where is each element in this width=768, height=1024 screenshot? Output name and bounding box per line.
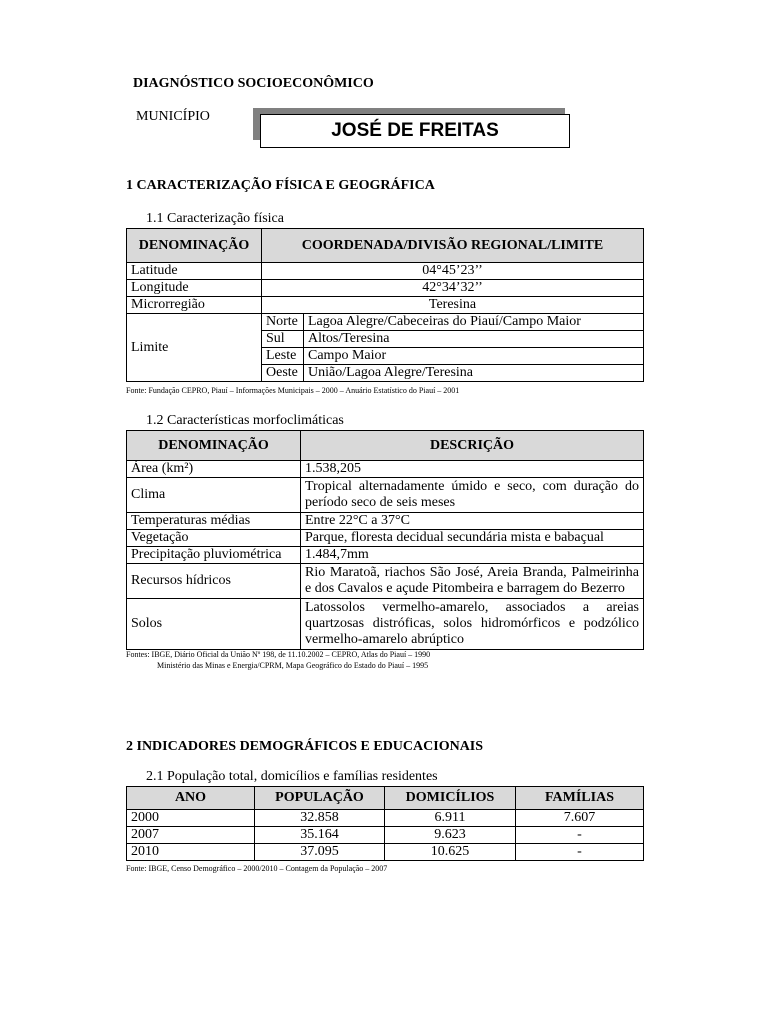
row-label: Área (km²) — [127, 461, 301, 478]
cell-domicilios: 6.911 — [385, 810, 516, 827]
cell-ano: 2010 — [127, 844, 255, 861]
cell-populacao: 37.095 — [255, 844, 385, 861]
subsection-2-1-title: 2.1 População total, domicílios e famílias residentes — [146, 769, 438, 784]
limite-value: União/Lagoa Alegre/Teresina — [304, 365, 644, 382]
table-row — [127, 280, 644, 297]
row-label: Microrregião — [127, 297, 262, 314]
table-row — [127, 513, 644, 530]
row-value: 04°45’23’’ — [262, 263, 644, 280]
source-note: Fontes: IBGE, Diário Oficial da União Nº 198, de 11.10.2002 – CEPRO, Atlas do Piauí – 1990 — [126, 650, 431, 659]
limite-direction: Norte — [262, 314, 304, 331]
subsection-1-1-title: 1.1 Caracterização física — [146, 211, 284, 226]
row-value: Tropical alternadamente úmido e seco, com duração do período seco de seis meses — [301, 478, 644, 513]
table-header-row — [127, 431, 644, 461]
table-row — [127, 297, 644, 314]
row-label: Clima — [127, 478, 301, 513]
cell-ano: 2000 — [127, 810, 255, 827]
cell-familias: - — [516, 827, 644, 844]
cell-familias: 7.607 — [516, 810, 644, 827]
populacao-table — [126, 786, 644, 861]
row-value: 1.538,205 — [301, 461, 644, 478]
cell-domicilios: 9.623 — [385, 827, 516, 844]
source-note: Fonte: IBGE, Censo Demográfico – 2000/2010 – Contagem da População – 2007 — [126, 864, 388, 873]
row-value: 42°34’32’’ — [262, 280, 644, 297]
cell-populacao: 32.858 — [255, 810, 385, 827]
row-value: Rio Maratoã, riachos São José, Areia Branda, Palmeirinha e dos Cavalos e açude Pitombeira e barragem do Bezerro — [301, 564, 644, 599]
table-row — [127, 530, 644, 547]
municipio-label: MUNICÍPIO — [136, 109, 210, 124]
cell-familias: - — [516, 844, 644, 861]
column-header: FAMÍLIAS — [516, 787, 644, 810]
row-value: Teresina — [262, 297, 644, 314]
column-header: COORDENADA/DIVISÃO REGIONAL/LIMITE — [262, 229, 644, 263]
cell-domicilios: 10.625 — [385, 844, 516, 861]
row-label: Solos — [127, 599, 301, 650]
municipio-name-box: JOSÉ DE FREITAS — [260, 114, 570, 148]
row-value: Parque, floresta decidual secundária mista e babaçual — [301, 530, 644, 547]
section-1-title: 1 CARACTERIZAÇÃO FÍSICA E GEOGRÁFICA — [126, 178, 435, 193]
row-label: Vegetação — [127, 530, 301, 547]
document-title: DIAGNÓSTICO SOCIOECONÔMICO — [133, 76, 374, 91]
row-label: Latitude — [127, 263, 262, 280]
column-header: ANO — [127, 787, 255, 810]
table-row — [127, 314, 644, 331]
section-2-title: 2 INDICADORES DEMOGRÁFICOS E EDUCACIONAIS — [126, 739, 484, 754]
column-header: POPULAÇÃO — [255, 787, 385, 810]
caracterizacao-fisica-table — [126, 228, 644, 382]
row-label: Recursos hídricos — [127, 564, 301, 599]
table-header-row — [127, 229, 644, 263]
limite-value: Lagoa Alegre/Cabeceiras do Piauí/Campo Maior — [304, 314, 644, 331]
column-header: DOMICÍLIOS — [385, 787, 516, 810]
subsection-1-2-title: 1.2 Características morfoclimáticas — [146, 413, 344, 428]
column-header: DENOMINAÇÃO — [127, 229, 262, 263]
table-row — [127, 461, 644, 478]
row-label: Longitude — [127, 280, 262, 297]
table-header-row — [127, 787, 644, 810]
table-row — [127, 564, 644, 599]
table-row — [127, 478, 644, 513]
limite-direction: Sul — [262, 331, 304, 348]
cell-ano: 2007 — [127, 827, 255, 844]
table-row — [127, 599, 644, 650]
cell-populacao: 35.164 — [255, 827, 385, 844]
source-note: Ministério das Minas e Energia/CPRM, Mapa Geográfico do Estado do Piauí – 1995 — [157, 661, 429, 670]
limite-direction: Leste — [262, 348, 304, 365]
table-row — [127, 827, 644, 844]
row-value: Latossolos vermelho-amarelo, associados a areias quartzosas distróficas, solos hidromórficos e podzólico vermelho-amarelo abrúptico — [301, 599, 644, 650]
column-header: DENOMINAÇÃO — [127, 431, 301, 461]
table-row — [127, 844, 644, 861]
caracteristicas-morfoclimaticas-table — [126, 430, 644, 650]
row-value: Entre 22°C a 37°C — [301, 513, 644, 530]
row-label: Temperaturas médias — [127, 513, 301, 530]
limite-value: Altos/Teresina — [304, 331, 644, 348]
row-label: Precipitação pluviométrica — [127, 547, 301, 564]
source-note: Fonte: Fundação CEPRO, Piauí – Informações Municipais – 2000 – Anuário Estatístico do Piauí – 2001 — [126, 386, 460, 395]
limite-direction: Oeste — [262, 365, 304, 382]
table-row — [127, 810, 644, 827]
column-header: DESCRIÇÃO — [301, 431, 644, 461]
row-value: 1.484,7mm — [301, 547, 644, 564]
table-row — [127, 263, 644, 280]
table-row — [127, 547, 644, 564]
limite-label: Limite — [127, 314, 262, 382]
limite-value: Campo Maior — [304, 348, 644, 365]
